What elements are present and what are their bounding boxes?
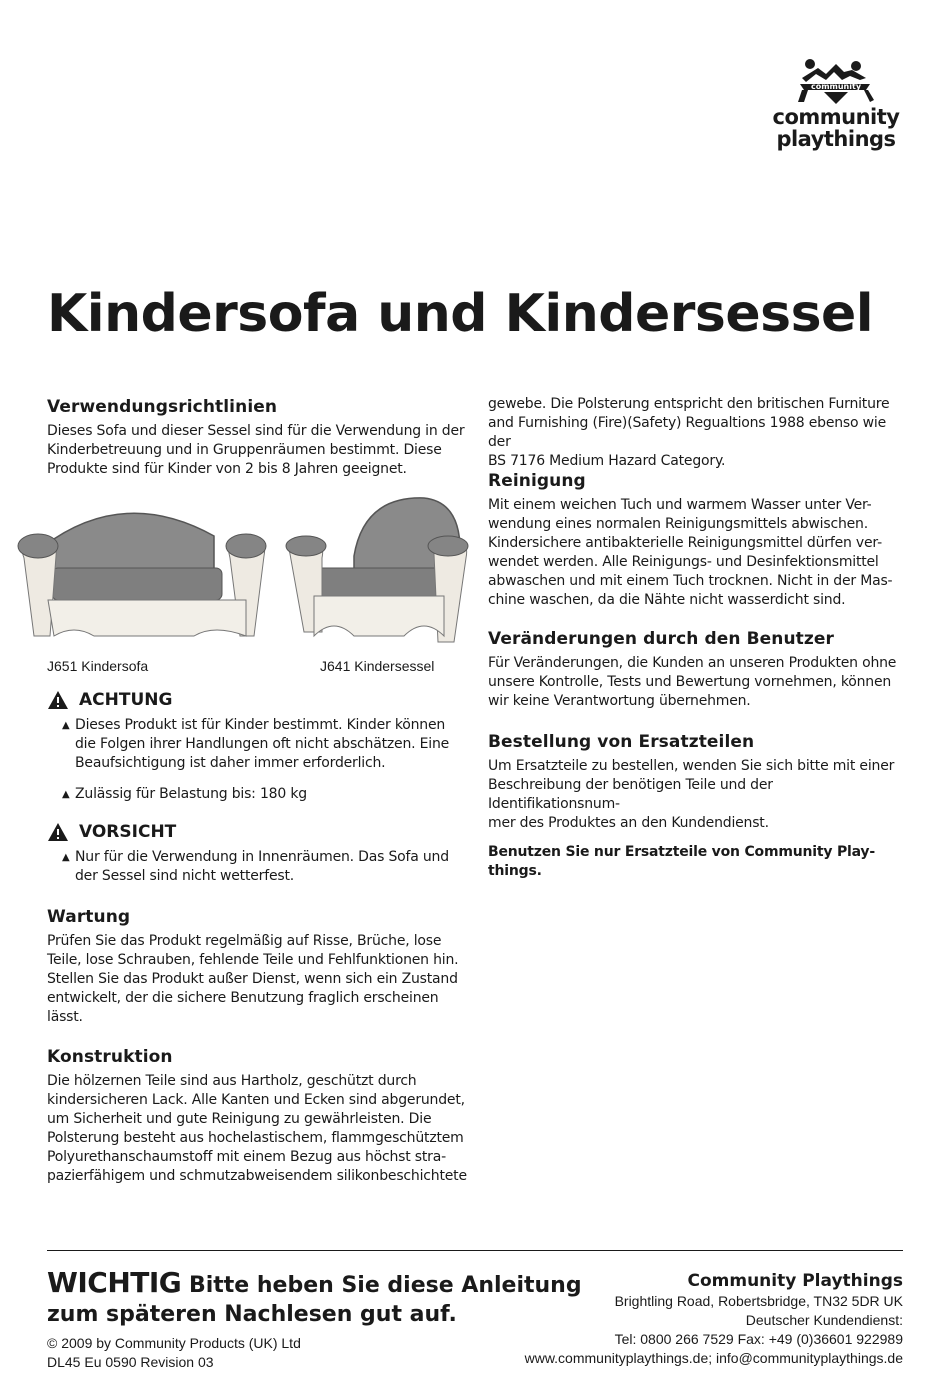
construction-text: Die hölzernen Teile sind aus Hartholz, geschützt durch kindersicheren Lack. Alle Kanten und Ecken sind abgerundet, um Sicherheit und gute Reinigung zu gewährleisten. Die Polsterung besteht aus hochelastischem, flammgeschütztem Polyurethanschaumstoff mit einem Bezug aus höchst stra- pazierfähigem und schmutzabweisendem silikonbeschichtete bbox=[47, 1073, 467, 1184]
page-title: Kindersofa und Kindersessel bbox=[47, 284, 874, 344]
bullet-triangle-icon: ▲ bbox=[62, 720, 70, 731]
caution-heading: VORSICHT bbox=[79, 822, 177, 842]
street-address: Brightling Road, Robertsbridge, TN32 5DR UK bbox=[614, 1293, 903, 1309]
chair-caption: J641 Kindersessel bbox=[320, 658, 435, 674]
caution-bullet-text: Nur für die Verwendung in Innenräumen. Das Sofa und der Sessel sind nicht wetterfest. bbox=[75, 849, 449, 884]
modifications-text: Für Veränderungen, die Kunden an unseren Produkten ohne unsere Kontrolle, Tests und Bewertung vornehmen, können wir keine Verantwortung übernehmen. bbox=[488, 655, 897, 709]
parts-heading: Bestellung von Ersatzteilen bbox=[488, 732, 755, 752]
phone-fax: Tel: 0800 266 7529 Fax: +49 (0)36601 922989 bbox=[614, 1331, 903, 1347]
web-email: www.communityplaythings.de; info@communityplaythings.de bbox=[524, 1350, 903, 1366]
important-label: WICHTIG bbox=[47, 1266, 182, 1299]
usage-text: Dieses Sofa und dieser Sessel sind für die Verwendung in der Kinderbetreuung und in Gruppenräumen bestimmt. Diese Produkte sind für Kinder von 2 bis 8 Jahren geeignet. bbox=[47, 423, 465, 477]
logo-line-1: community bbox=[772, 105, 900, 129]
product-photos bbox=[14, 496, 474, 646]
warning-bullet-text: Dieses Produkt ist für Kinder bestimmt. Kinder können die Folgen ihrer Handlungen oft nicht abschätzen. Eine Beaufsichtigung ist daher immer erforderlich. bbox=[75, 717, 450, 771]
construction-heading: Konstruktion bbox=[47, 1047, 173, 1067]
maintenance-section bbox=[47, 906, 467, 1027]
chair-photo bbox=[286, 498, 468, 642]
warning-section bbox=[47, 690, 467, 804]
usage-heading: Verwendungsrichtlinien bbox=[47, 397, 278, 417]
bullet-triangle-icon: ▲ bbox=[62, 852, 70, 863]
copyright: © 2009 by Community Products (UK) Ltd bbox=[47, 1335, 301, 1351]
parts-bold-note: Benutzen Sie nur Ersatzteile von Community Play- things. bbox=[488, 844, 875, 879]
caution-triangle-icon bbox=[47, 822, 69, 842]
warning-heading: ACHTUNG bbox=[79, 690, 173, 710]
modifications-heading: Veränderungen durch den Benutzer bbox=[488, 629, 835, 649]
sofa-photo bbox=[18, 513, 266, 636]
warning-bullet-text: Zulässig für Belastung bis: 180 kg bbox=[75, 786, 307, 802]
brand-logo bbox=[766, 56, 906, 150]
footer-left bbox=[47, 1334, 301, 1372]
document-number: DL45 Eu 0590 Revision 03 bbox=[47, 1354, 214, 1370]
usage-section bbox=[47, 396, 467, 479]
warning-bullet bbox=[62, 785, 467, 804]
cleaning-text: Mit einem weichen Tuch und warmem Wasser unter Ver- wendung eines normalen Reinigungsmittels abwischen. Kindersichere antibakterielle Reinigungsmittel dürfen ver- wendet werden. Alle Reinigungs- und Desinfektionsmittel abwaschen und mit einem Tuch trocknen. Nicht in der Mas- chine waschen, da die Nähte nicht wasserdicht sind. bbox=[488, 497, 893, 608]
modifications-section bbox=[488, 628, 908, 711]
caution-section bbox=[47, 822, 467, 886]
maintenance-text: Prüfen Sie das Produkt regelmäßig auf Risse, Brüche, lose Teile, lose Schrauben, fehlende Teile und Fehlfunktionen hin. Stellen Sie das Produkt außer Dienst, wenn sich ein Zustand entwickelt, der die sichere Benutzung fraglich erscheinen lässt. bbox=[47, 933, 459, 1025]
warning-triangle-icon bbox=[47, 690, 69, 710]
children-logo-icon bbox=[796, 56, 876, 106]
footer-divider bbox=[47, 1250, 903, 1251]
logo-line-2: playthings bbox=[776, 127, 896, 151]
parts-text: Um Ersatzteile zu bestellen, wenden Sie sich bitte mit einer Beschreibung der benötigen Teile und der Identifikationsnum- mer des Produktes an den Kundendienst. bbox=[488, 758, 895, 831]
important-text: Bitte heben Sie diese Anleitung zum späteren Nachlesen gut auf. bbox=[47, 1273, 582, 1327]
warning-bullet bbox=[62, 716, 467, 773]
parts-section bbox=[488, 731, 908, 881]
continuation-text: gewebe. Die Polsterung entspricht den britischen Furniture and Furnishing (Fire)(Safety) Regualtions 1988 ebenso wie der BS 7176 Medium Hazard Category. bbox=[488, 396, 890, 469]
sofa-caption: J651 Kindersofa bbox=[47, 658, 149, 674]
cleaning-section bbox=[488, 470, 908, 610]
footer-address bbox=[525, 1270, 903, 1368]
logo-badge-text: community bbox=[810, 82, 862, 91]
cleaning-heading: Reinigung bbox=[488, 471, 586, 491]
customer-service-label: Deutscher Kundendienst: bbox=[745, 1312, 903, 1328]
bullet-triangle-icon: ▲ bbox=[62, 789, 70, 800]
construction-section bbox=[47, 1046, 467, 1186]
construction-continuation bbox=[488, 395, 908, 471]
maintenance-heading: Wartung bbox=[47, 907, 131, 927]
caution-bullet bbox=[62, 848, 467, 886]
company-name: Community Playthings bbox=[687, 1271, 903, 1291]
